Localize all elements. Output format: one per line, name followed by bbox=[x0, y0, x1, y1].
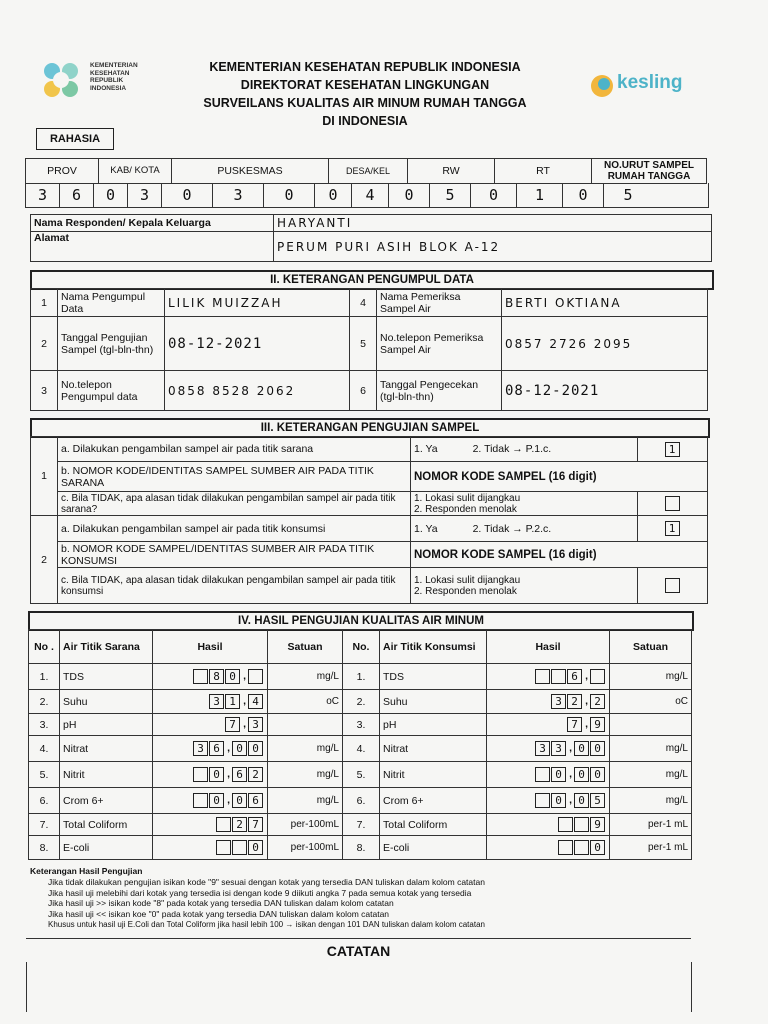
row-number: 8. bbox=[343, 836, 380, 860]
digit-box: 6 bbox=[567, 669, 582, 684]
sarana-question-b: b. NOMOR KODE/IDENTITAS SAMPEL SUMBER AIR PADA TITIK SARANA bbox=[58, 462, 411, 492]
hasil-konsumsi[interactable] bbox=[487, 714, 610, 736]
examiner-phone-value[interactable]: 0857 2726 2095 bbox=[502, 317, 708, 371]
digit-box: 0 bbox=[574, 793, 589, 808]
code-digit-cell[interactable]: 0 bbox=[315, 183, 352, 207]
digit-box: 3 bbox=[551, 741, 566, 756]
digit-box bbox=[193, 793, 208, 808]
digit-box bbox=[216, 817, 231, 832]
result-row bbox=[29, 690, 692, 714]
location-code-table bbox=[25, 158, 707, 184]
reason-1: 1. Lokasi sulit dijangkau bbox=[414, 492, 521, 504]
digit-box: 2 bbox=[567, 694, 582, 709]
parameter-name: pH bbox=[60, 714, 153, 736]
row-number: 5. bbox=[29, 762, 60, 788]
satuan-konsumsi bbox=[610, 714, 692, 736]
collector-name-label: Nama Pengumpul Data bbox=[58, 289, 165, 317]
catatan-heading: CATATAN bbox=[26, 938, 691, 959]
ministry-logo-icon bbox=[36, 55, 86, 105]
konsumsi-reason-box[interactable] bbox=[665, 578, 680, 593]
code-digit-cell[interactable]: 0 bbox=[94, 183, 128, 207]
confidential-label: RAHASIA bbox=[36, 128, 114, 150]
hasil-sarana[interactable] bbox=[153, 788, 268, 814]
konsumsi-question-c: c. Bila TIDAK, apa alasan tidak dilakukan pengambilan sampel air pada titik konsumsi bbox=[58, 568, 411, 604]
col-konsumsi: Air Titik Konsumsi bbox=[380, 630, 487, 664]
code-digit-cell[interactable]: 0 bbox=[264, 183, 315, 207]
digit-box: 7 bbox=[248, 817, 263, 832]
test-date-label: Tanggal Pengujian Sampel (tgl-bln-thn) bbox=[58, 317, 165, 371]
digit-box: 0 bbox=[225, 669, 240, 684]
digit-box: 5 bbox=[590, 793, 605, 808]
check-date-label: Tanggal Pengecekan (tgl-bln-thn) bbox=[377, 371, 502, 411]
decimal-comma: , bbox=[243, 670, 246, 683]
row-number: 2. bbox=[29, 690, 60, 714]
check-date-value[interactable]: 08-12-2021 bbox=[502, 371, 708, 411]
parameter-name: TDS bbox=[380, 664, 487, 690]
hasil-sarana[interactable] bbox=[153, 836, 268, 860]
digit-box: 6 bbox=[209, 741, 224, 756]
digit-box bbox=[551, 669, 566, 684]
option-ya: 1. Ya bbox=[414, 443, 438, 455]
digit-box bbox=[193, 669, 208, 684]
option-tidak: 2. Tidak → P.2.c. bbox=[472, 522, 552, 535]
collector-phone-label: No.telepon Pengumpul data bbox=[58, 371, 165, 411]
digit-box bbox=[216, 840, 231, 855]
reason-2: 2. Responden menolak bbox=[414, 585, 517, 597]
hasil-konsumsi[interactable] bbox=[487, 664, 610, 690]
konsumsi-question-b: b. NOMOR KODE SAMPEL/IDENTITAS SUMBER AIR PADA TITIK KONSUMSI bbox=[58, 542, 411, 568]
decimal-comma: , bbox=[227, 768, 230, 781]
code-digit-cell[interactable]: 1 bbox=[517, 183, 563, 207]
examiner-name-label: Nama Pemeriksa Sampel Air bbox=[377, 289, 502, 317]
sarana-question-c: c. Bila TIDAK, apa alasan tidak dilakukan pengambilan sampel air pada titik sarana? bbox=[58, 492, 411, 516]
result-row bbox=[29, 762, 692, 788]
parameter-name: Crom 6+ bbox=[60, 788, 153, 814]
digit-box: 0 bbox=[209, 793, 224, 808]
parameter-name: Nitrat bbox=[60, 736, 153, 762]
hasil-konsumsi[interactable] bbox=[487, 814, 610, 836]
note-line: Jika tidak dilakukan pengujian isikan kode "9" sesuai dengan kotak yang tersedia DAN tuliskan dalam kolom catatan bbox=[48, 876, 485, 887]
header-kab-kota: KAB/ KOTA bbox=[99, 159, 172, 184]
decimal-comma: , bbox=[569, 794, 572, 807]
col-no-2: No. bbox=[343, 630, 380, 664]
decimal-comma: , bbox=[585, 695, 588, 708]
col-hasil: Hasil bbox=[153, 630, 268, 664]
digit-box: 7 bbox=[567, 717, 582, 732]
digit-box: 0 bbox=[248, 741, 263, 756]
reason-1: 1. Lokasi sulit dijangkau bbox=[414, 574, 521, 586]
code-digit-cell[interactable]: 0 bbox=[563, 183, 604, 207]
parameter-name: TDS bbox=[60, 664, 153, 690]
digit-box: 0 bbox=[590, 840, 605, 855]
konsumsi-answer-box[interactable]: 1 bbox=[665, 521, 680, 536]
row-number: 7. bbox=[343, 814, 380, 836]
decimal-comma: , bbox=[227, 742, 230, 755]
digit-box: 9 bbox=[590, 817, 605, 832]
digit-box bbox=[558, 840, 573, 855]
result-row bbox=[29, 836, 692, 860]
digit-box: 7 bbox=[225, 717, 240, 732]
decimal-comma: , bbox=[243, 718, 246, 731]
satuan-konsumsi: per-1 mL bbox=[610, 814, 692, 836]
digit-box bbox=[574, 817, 589, 832]
digit-box: 2 bbox=[248, 767, 263, 782]
hasil-konsumsi[interactable] bbox=[487, 836, 610, 860]
digit-box: 1 bbox=[225, 694, 240, 709]
row-number: 5. bbox=[343, 762, 380, 788]
digit-box: 0 bbox=[551, 793, 566, 808]
header-prov: PROV bbox=[26, 159, 99, 184]
hasil-sarana[interactable] bbox=[153, 736, 268, 762]
digit-box: 0 bbox=[248, 840, 263, 855]
row-number: 2 bbox=[31, 317, 58, 371]
satuan-konsumsi: oC bbox=[610, 690, 692, 714]
row-number: 3. bbox=[343, 714, 380, 736]
address-value[interactable]: PERUM PURI ASIH BLOK A-12 bbox=[274, 232, 712, 262]
section-3-title: III. KETERANGAN PENGUJIAN SAMPEL bbox=[30, 418, 710, 438]
code-digit-cell[interactable]: 3 bbox=[128, 183, 162, 207]
digit-box: 0 bbox=[232, 741, 247, 756]
code-digit-cell[interactable]: 3 bbox=[26, 183, 60, 207]
parameter-name: Total Coliform bbox=[380, 814, 487, 836]
result-row bbox=[29, 736, 692, 762]
row-number: 7. bbox=[29, 814, 60, 836]
examiner-phone-label: No.telepon Pemeriksa Sampel Air bbox=[377, 317, 502, 371]
satuan-sarana: mg/L bbox=[268, 736, 343, 762]
code-digit-cell[interactable]: 3 bbox=[213, 183, 264, 207]
row-number: 1. bbox=[343, 664, 380, 690]
ministry-logo-text: KEMENTERIAN KESEHATAN REPUBLIK INDONESIA bbox=[90, 62, 138, 92]
header-rw: RW bbox=[408, 159, 495, 184]
sarana-sample-code[interactable]: NOMOR KODE SAMPEL (16 digit) bbox=[411, 462, 708, 492]
code-digit-cell[interactable]: 5 bbox=[623, 186, 633, 204]
decimal-comma: , bbox=[243, 695, 246, 708]
digit-box: 8 bbox=[209, 669, 224, 684]
note-line: Khusus untuk hasil uji E.Coli dan Total Coliform jika hasil lebih 100 → isikan dengan 101 DAN tuliskan dalam kolom catatan bbox=[48, 919, 485, 929]
result-row bbox=[29, 664, 692, 690]
hasil-sarana[interactable] bbox=[153, 690, 268, 714]
hasil-sarana[interactable] bbox=[153, 664, 268, 690]
row-number: 2. bbox=[343, 690, 380, 714]
parameter-name: pH bbox=[380, 714, 487, 736]
hasil-konsumsi[interactable] bbox=[487, 736, 610, 762]
code-digit-cell[interactable]: 0 bbox=[389, 183, 430, 207]
parameter-name: Crom 6+ bbox=[380, 788, 487, 814]
decimal-comma: , bbox=[585, 670, 588, 683]
digit-box bbox=[535, 793, 550, 808]
parameter-name: E-coli bbox=[60, 836, 153, 860]
konsumsi-sample-code[interactable]: NOMOR KODE SAMPEL (16 digit) bbox=[411, 542, 708, 568]
header-rt: RT bbox=[495, 159, 592, 184]
header-desa-kel: DESA/KEL bbox=[329, 159, 408, 184]
digit-box: 3 bbox=[535, 741, 550, 756]
digit-box bbox=[590, 669, 605, 684]
code-digit-cell[interactable]: 4 bbox=[352, 183, 389, 207]
results-table bbox=[28, 629, 692, 860]
digit-box: 0 bbox=[209, 767, 224, 782]
note-line: Jika hasil uji << isikan koe "0" pada kotak yang tersedia DAN tuliskan dalam kolom catatan bbox=[48, 909, 390, 920]
collector-table bbox=[30, 288, 708, 411]
digit-box bbox=[574, 840, 589, 855]
row-number: 1 bbox=[31, 289, 58, 317]
satuan-sarana: oC bbox=[268, 690, 343, 714]
note-line: Jika hasil uji melebihi dari kotak yang tersedia isi dengan kode 9 diikuti angka 7 pada semua kotak yang tersedia bbox=[48, 887, 472, 898]
digit-box bbox=[232, 840, 247, 855]
digit-box: 4 bbox=[248, 694, 263, 709]
parameter-name: Nitrit bbox=[60, 762, 153, 788]
satuan-sarana: mg/L bbox=[268, 762, 343, 788]
digit-box: 0 bbox=[551, 767, 566, 782]
digit-box bbox=[558, 817, 573, 832]
kesling-logo-icon bbox=[590, 74, 614, 98]
row-number: 5 bbox=[350, 317, 377, 371]
respondent-name-label: Nama Responden/ Kepala Keluarga bbox=[31, 215, 274, 232]
digit-box bbox=[535, 669, 550, 684]
digit-box: 0 bbox=[574, 767, 589, 782]
parameter-name: Suhu bbox=[60, 690, 153, 714]
parameter-name: Nitrat bbox=[380, 736, 487, 762]
satuan-sarana: per-100mL bbox=[268, 814, 343, 836]
satuan-konsumsi: mg/L bbox=[610, 762, 692, 788]
hasil-konsumsi[interactable] bbox=[487, 788, 610, 814]
hasil-konsumsi[interactable] bbox=[487, 762, 610, 788]
satuan-sarana bbox=[268, 714, 343, 736]
sarana-answer-box[interactable]: 1 bbox=[665, 442, 680, 457]
sarana-question-a: a. Dilakukan pengambilan sampel air pada titik sarana bbox=[58, 437, 411, 462]
parameter-name: E-coli bbox=[380, 836, 487, 860]
hasil-sarana[interactable] bbox=[153, 814, 268, 836]
row-number: 6 bbox=[350, 371, 377, 411]
row-number: 3. bbox=[29, 714, 60, 736]
digit-box: 0 bbox=[590, 741, 605, 756]
hasil-sarana[interactable] bbox=[153, 714, 268, 736]
code-digit-cell[interactable]: 0 bbox=[471, 183, 517, 207]
parameter-name: Total Coliform bbox=[60, 814, 153, 836]
note-line: Jika hasil uji >> isikan kode "8" pada kotak yang tersedia DAN tuliskan dalam kolom catatan bbox=[48, 898, 394, 909]
satuan-sarana: per-100mL bbox=[268, 836, 343, 860]
examiner-name-value[interactable]: BERTI OKTIANA bbox=[502, 289, 708, 317]
code-digits-row bbox=[25, 183, 709, 208]
col-satuan-2: Satuan bbox=[610, 630, 692, 664]
result-row bbox=[29, 814, 692, 836]
parameter-name: Suhu bbox=[380, 690, 487, 714]
digit-box: 0 bbox=[574, 741, 589, 756]
digit-box: 9 bbox=[590, 717, 605, 732]
digit-box: 6 bbox=[248, 793, 263, 808]
satuan-konsumsi: mg/L bbox=[610, 788, 692, 814]
parameter-name: Nitrit bbox=[380, 762, 487, 788]
digit-box: 0 bbox=[232, 793, 247, 808]
row-number: 6. bbox=[29, 788, 60, 814]
digit-box: 2 bbox=[232, 817, 247, 832]
row-number: 3 bbox=[31, 371, 58, 411]
address-label: Alamat bbox=[31, 232, 274, 262]
digit-box: 3 bbox=[209, 694, 224, 709]
test-date-value[interactable]: 08-12-2021 bbox=[165, 317, 350, 371]
satuan-konsumsi: mg/L bbox=[610, 664, 692, 690]
satuan-konsumsi: per-1 mL bbox=[610, 836, 692, 860]
hasil-sarana[interactable] bbox=[153, 762, 268, 788]
kesling-logo-text: kesling bbox=[617, 72, 683, 93]
respondent-table bbox=[30, 214, 712, 262]
satuan-sarana: mg/L bbox=[268, 788, 343, 814]
code-digit-cell[interactable]: 5 bbox=[430, 183, 471, 207]
digit-box bbox=[193, 767, 208, 782]
digit-box: 0 bbox=[590, 767, 605, 782]
notes-block bbox=[30, 866, 485, 931]
col-satuan: Satuan bbox=[268, 630, 343, 664]
col-no: No . bbox=[29, 630, 60, 664]
notes-title: Keterangan Hasil Pengujian bbox=[30, 866, 143, 876]
digit-box: 2 bbox=[590, 694, 605, 709]
option-tidak: 2. Tidak → P.1.c. bbox=[472, 443, 552, 455]
row-number: 6. bbox=[343, 788, 380, 814]
collector-phone-value[interactable]: 0858 8528 2062 bbox=[165, 371, 350, 411]
row-number: 4. bbox=[343, 736, 380, 762]
group-number: 1 bbox=[31, 437, 58, 516]
col-hasil-2: Hasil bbox=[487, 630, 610, 664]
decimal-comma: , bbox=[569, 768, 572, 781]
decimal-comma: , bbox=[585, 718, 588, 731]
group-number: 2 bbox=[31, 516, 58, 604]
respondent-name-value[interactable]: HARYANTI bbox=[274, 215, 712, 232]
collector-name-value[interactable]: LILIK MUIZZAH bbox=[165, 289, 350, 317]
row-number: 4 bbox=[350, 289, 377, 317]
code-digit-cell[interactable]: 0 bbox=[162, 183, 213, 207]
digit-box: 6 bbox=[232, 767, 247, 782]
decimal-comma: , bbox=[569, 742, 572, 755]
hasil-konsumsi[interactable] bbox=[487, 690, 610, 714]
sarana-reason-box[interactable] bbox=[665, 496, 680, 511]
form-title: KEMENTERIAN KESEHATAN REPUBLIK INDONESIA DIREKTORAT KESEHATAN LINGKUNGAN SURVEILANS KUALITAS AIR MINUM RUMAH TANGGA DI INDONESIA bbox=[203, 60, 527, 128]
col-sarana: Air Titik Sarana bbox=[60, 630, 153, 664]
satuan-konsumsi: mg/L bbox=[610, 736, 692, 762]
reason-2: 2. Responden menolak bbox=[414, 503, 517, 515]
section-4-title: IV. HASIL PENGUJIAN KUALITAS AIR MINUM bbox=[28, 611, 694, 631]
sample-table bbox=[30, 436, 708, 604]
konsumsi-question-a: a. Dilakukan pengambilan sampel air pada titik konsumsi bbox=[58, 516, 411, 542]
catatan-area[interactable] bbox=[26, 962, 692, 1012]
header-no-urut: NO.URUT SAMPEL RUMAH TANGGA bbox=[592, 159, 707, 184]
result-row bbox=[29, 714, 692, 736]
digit-box bbox=[535, 767, 550, 782]
satuan-sarana: mg/L bbox=[268, 664, 343, 690]
section-2-title: II. KETERANGAN PENGUMPUL DATA bbox=[30, 270, 714, 290]
digit-box: 3 bbox=[193, 741, 208, 756]
row-number: 8. bbox=[29, 836, 60, 860]
code-digit-cell[interactable]: 6 bbox=[60, 183, 94, 207]
digit-box bbox=[248, 669, 263, 684]
digit-box: 3 bbox=[248, 717, 263, 732]
digit-box: 3 bbox=[551, 694, 566, 709]
result-row bbox=[29, 788, 692, 814]
option-ya: 1. Ya bbox=[414, 522, 438, 535]
header-puskesmas: PUSKESMAS bbox=[172, 159, 329, 184]
row-number: 4. bbox=[29, 736, 60, 762]
row-number: 1. bbox=[29, 664, 60, 690]
decimal-comma: , bbox=[227, 794, 230, 807]
